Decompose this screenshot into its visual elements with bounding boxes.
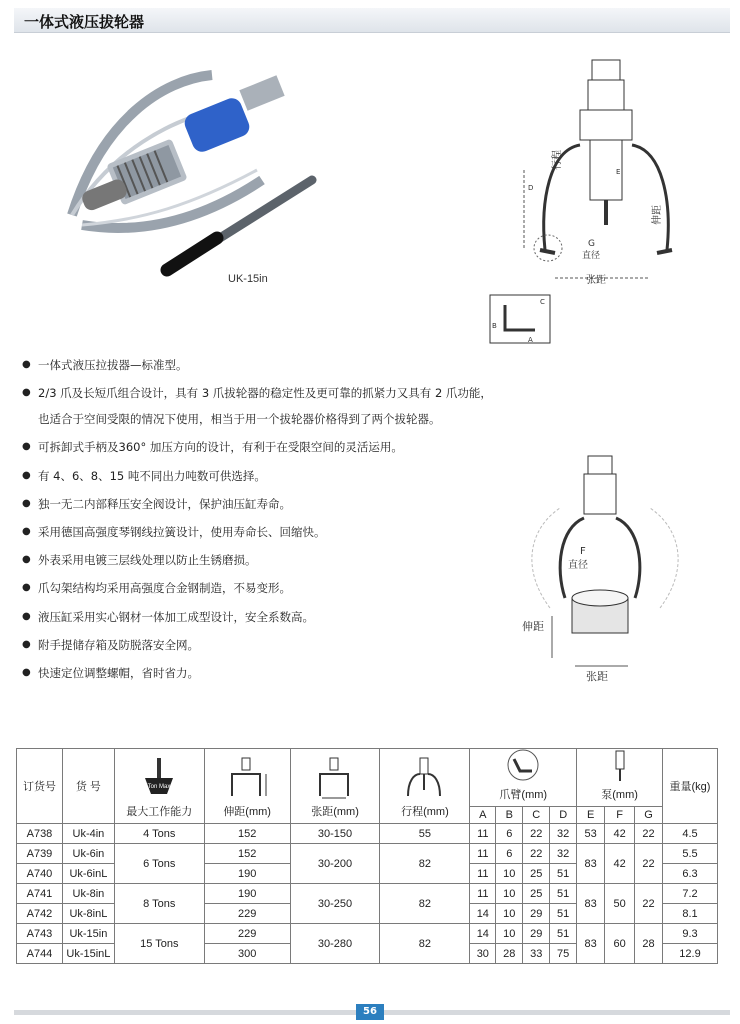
feature-item: ● 液压缸采用实心钢材一体加工成型设计，安全系数高。 <box>22 610 542 624</box>
dimension-diagram-1 <box>480 50 680 350</box>
header-order-no: 订货号 <box>17 749 63 824</box>
header-weight: 重量(kg) <box>663 749 718 824</box>
pump-icon <box>605 749 635 783</box>
diagram1-c-label: C <box>540 298 545 306</box>
feature-item: ● 附手提储存箱及防脱落安全网。 <box>22 638 542 652</box>
svg-text:Ton Max: Ton Max <box>147 784 171 790</box>
diagram2-spread-label: 张距 <box>586 670 608 683</box>
diagram1-d-label: D <box>528 184 534 192</box>
feature-item: ● 可拆卸式手柄及360° 加压方向的设计，有利于在受限空间的灵活运用。 <box>22 440 542 454</box>
header-e: E <box>577 807 605 824</box>
diagram2-diameter-label: 直径 <box>568 560 588 571</box>
feature-item: ● 一体式液压拉拔器—标准型。 <box>22 358 542 372</box>
table-row: A740 Uk-6inL 190 11 10 25 51 6.3 <box>17 864 718 884</box>
ton-icon <box>139 756 179 800</box>
feature-list <box>22 358 542 694</box>
product-photo <box>42 60 332 290</box>
header-reach: 伸距(mm) <box>204 749 290 824</box>
header-spread: 张距(mm) <box>290 749 380 824</box>
page-title: 一体式液压拔轮器 <box>24 13 145 31</box>
page-number: 56 <box>356 1004 384 1020</box>
header-max-force: Ton Max 最大工作能力 <box>114 749 204 824</box>
feature-item: ● 爪勾架结构均采用高强度合金钢制造，不易变形。 <box>22 581 542 595</box>
feature-item: ● 外表采用电镀三层线处理以防止生锈磨损。 <box>22 553 542 567</box>
header-c: C <box>523 807 550 824</box>
claw-icon <box>498 749 548 783</box>
diagram1-stroke-label: 行程 <box>552 150 563 170</box>
spec-table <box>16 748 718 964</box>
feature-item: ● 独一无二内部释压安全阀设计，保护油压缸寿命。 <box>22 497 542 511</box>
spread-icon <box>310 756 360 800</box>
diagram2-reach-label: 伸距 <box>522 620 544 633</box>
reach-icon <box>222 756 272 800</box>
dimension-diagram-2 <box>520 448 690 688</box>
diagram1-diameter-label: 直径 <box>582 251 601 261</box>
feature-item: ● 有 4、6、8、15 吨不同出力吨数可供选择。 <box>22 469 542 483</box>
diagram2-f-label: F <box>580 546 586 557</box>
table-row: A741 Uk-8in 8 Tons 190 30-250 82 11 10 25 51 83 50 22 7.2 <box>17 884 718 904</box>
diagram1-reach-label: 伸距 <box>652 205 663 225</box>
feature-item: ● 采用德国高强度琴钢线拉簧设计，使用寿命长、回缩快。 <box>22 525 542 539</box>
table-row: A742 Uk-8inL 229 14 10 29 51 8.1 <box>17 904 718 924</box>
diagram1-e-label: E <box>616 168 621 176</box>
feature-item: ● 快速定位调整螺帽，省时省力。 <box>22 666 542 680</box>
diagram1-b-label: B <box>492 322 497 330</box>
table-row: A744 Uk-15inL 300 30 28 33 75 12.9 <box>17 944 718 964</box>
product-caption: UK-15in <box>228 273 268 285</box>
header-d: D <box>550 807 577 824</box>
header-b: B <box>496 807 523 824</box>
table-row: A743 Uk-15in 15 Tons 229 30-280 82 14 10 29 51 83 60 28 9.3 <box>17 924 718 944</box>
header-stroke: 行程(mm) <box>380 749 470 824</box>
table-row: A738 Uk-4in 4 Tons 152 30-150 55 11 6 22 32 53 42 22 4.5 <box>17 824 718 844</box>
header-g: G <box>635 807 663 824</box>
feature-item: ● 2/3 爪及长短爪组合设计，具有 3 爪拔轮器的稳定性及更可靠的抓紧力又具有 2 爪功能， 也适合于空间受限的情况下使用，相当于用一个拔轮器价格得到了两个拔轮器。 <box>22 386 542 426</box>
diagram1-spread-label: 张距 <box>586 275 606 286</box>
stroke-icon <box>400 756 450 800</box>
diagram1-a-label: A <box>528 336 533 344</box>
diagram1-g-label: G <box>588 239 595 249</box>
header-claw: 爪臂(mm) <box>470 749 577 807</box>
table-row: A739 Uk-6in 6 Tons 152 30-200 82 11 6 22 32 83 42 22 5.5 <box>17 844 718 864</box>
header-model: 货 号 <box>62 749 114 824</box>
header-a: A <box>470 807 496 824</box>
title-bar <box>14 8 730 33</box>
header-pump: 泵(mm) <box>577 749 663 807</box>
header-f: F <box>605 807 635 824</box>
